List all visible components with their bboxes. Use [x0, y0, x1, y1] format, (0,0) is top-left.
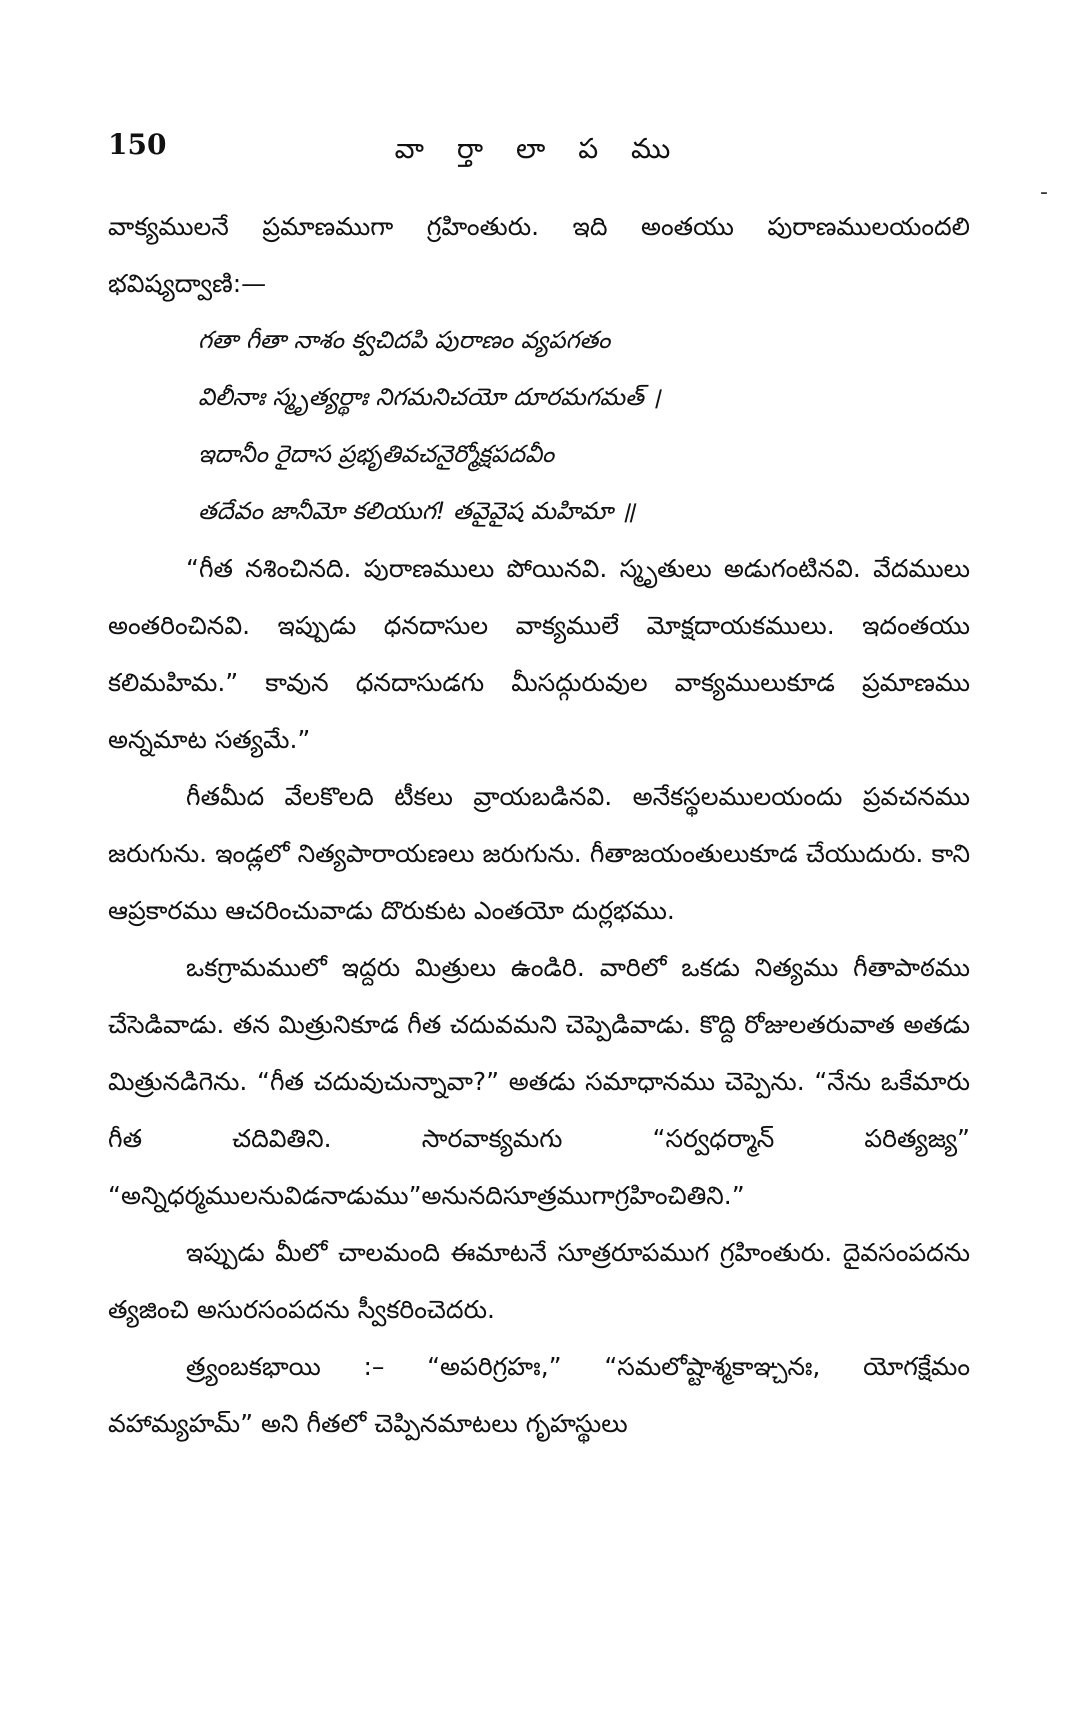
page-body: [108, 198, 970, 1452]
paragraph-gita-commentaries: గీతమీద వేలకొలది టీకలు వ్రాయబడినవి. అనేకస్థలములయందు ప్రవచనము జరుగును. ఇండ్లలో నిత్యపారాయణలు జరుగును. గీతాజయంతులుకూడ చేయుదురు. కాని ఆప్రకారము ఆచరించువాడు దొరుకుట ఎంతయో దుర్లభము.: [108, 782, 970, 925]
paragraph-tryambakabhai: త్ర్యంబకభాయి :– “అపరిగ్రహః,” “సమలోష్టాశ్మకాఞ్చనః, యోగక్షేమం వహామ్యహమ్” అని గీతలో చెప్పినమాటలు గృహస్థులు: [108, 1352, 970, 1438]
paragraph-present-day: ఇప్పుడు మీలో చాలమంది ఈమాటనే సూత్రరూపముగ గ్రహింతురు. దైవసంపదను త్యజించి అసురసంపదను స్వీకరించెదరు.: [108, 1238, 970, 1324]
verse-line: తదేవం జానీమో కలియుగ! తవైవైష మహిమా ॥: [198, 497, 636, 525]
sanskrit-verse: [198, 312, 970, 540]
paragraph-two-friends: ఒకగ్రామములో ఇద్దరు మిత్రులు ఉండిరి. వారిలో ఒకడు నిత్యము గీతాపాఠము చేసెడివాడు. తన మిత్రునికూడ గీత చదువమని చెప్పెడివాడు. కొద్ది రోజులతరువాత అతడు మిత్రునడిగెను. “గీత చదువుచున్నావా?” అతడు సమాధానము చెప్పెను. “నేను ఒకేమారు గీత చదివితిని. సారవాక్యమగు “సర్వధర్మాన్ పరిత్యజ్య” “అన్నిధర్మములనువిడనాడుము”అనునదిసూత్రముగాగ్రహించితిని.”: [108, 953, 970, 1210]
verse-line: విలీనాః స్మృత్యర్థాః నిగమనిచయో దూరమగమత్ ।: [198, 383, 661, 411]
running-title: వా ర్తా లా ప ము: [394, 132, 683, 165]
paragraph-continuation: వాక్యములనే ప్రమాణముగా గ్రహింతురు. ఇది అంతయు పురాణములయందలి భవిష్యద్వాణి:—: [108, 212, 970, 298]
page-number: 150: [108, 128, 167, 161]
verse-line: ఇదానీం రైదాస ప్రభృతివచనైర్మోక్షపదవీం: [198, 440, 555, 468]
paragraph-verse-meaning: “గీత నశించినది. పురాణములు పోయినవి. స్మృతులు అడుగంటినవి. వేదములు అంతరించినవి. ఇప్పుడు ధనదాసుల వాక్యములే మోక్షదాయకములు. ఇదంతయు కలిమహిమ.” కావున ధనదాసుడగు మీసద్గురువుల వాక్యములుకూడ ప్రమాణము అన్నమాట సత్యమే.”: [108, 554, 970, 754]
verse-line: గతా గీతా నాశం క్వచిదపి పురాణం వ్యపగతం: [198, 326, 611, 354]
margin-mark: -: [1040, 180, 1048, 205]
